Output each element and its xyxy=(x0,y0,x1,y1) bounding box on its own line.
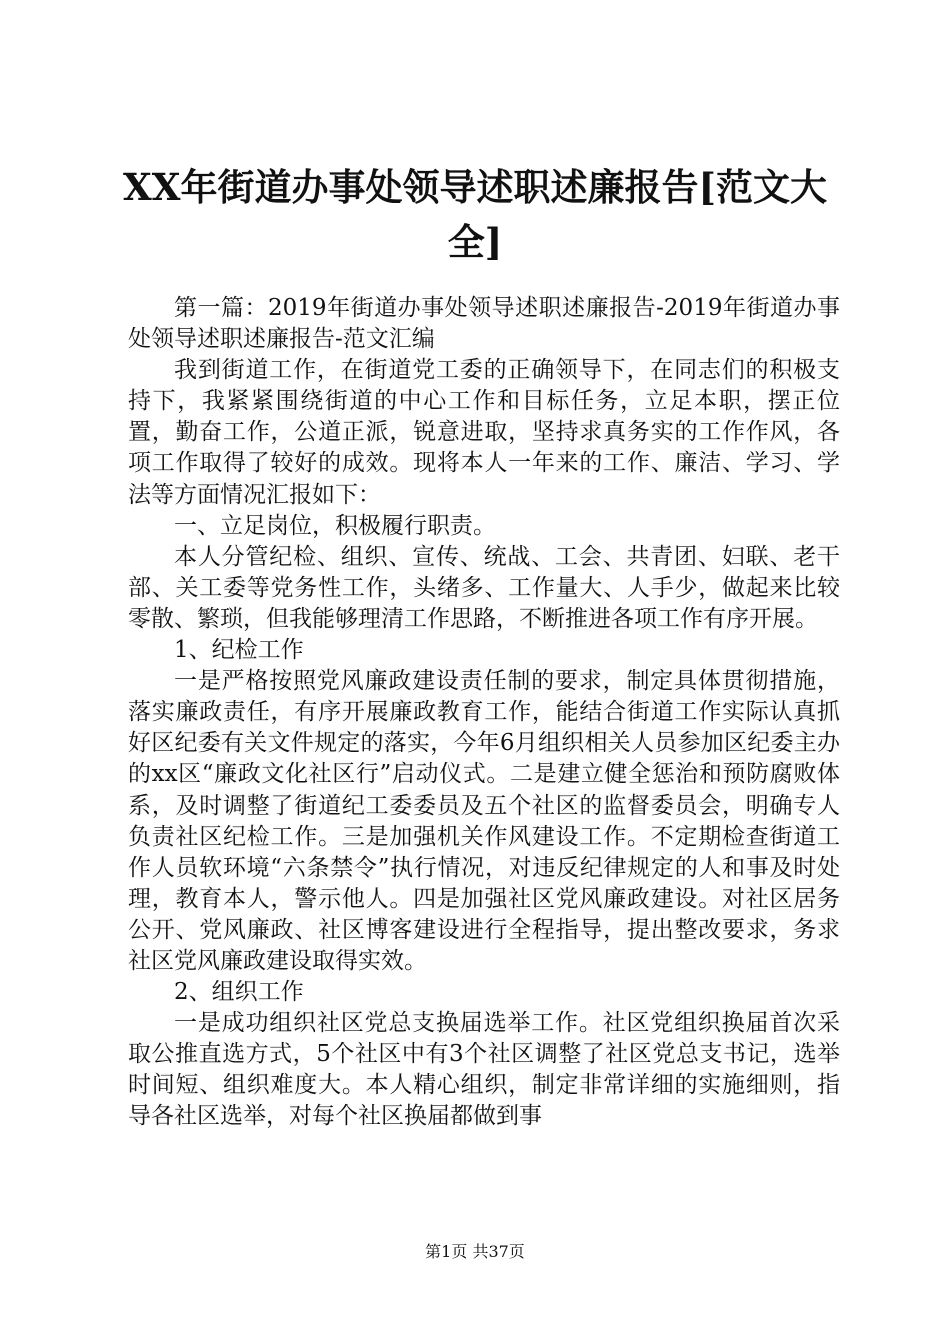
paragraph-responsibilities: 本人分管纪检、组织、宣传、统战、工会、共青团、妇联、老干部、关工委等党务性工作，头绪多、工作量大、人手少，做起来比较零散、繁琐，但我能够理清工作思路，不断推进各项工作有序开展。 xyxy=(128,543,840,632)
document-title: XX年街道办事处领导述职述廉报告[范文大全] xyxy=(123,165,827,264)
page-footer: 第1页 共37页 xyxy=(425,1242,525,1261)
paragraph-intro: 我到街道工作，在街道党工委的正确领导下，在同志们的积极支持下，我紧紧围绕街道的中心工作和目标任务，立足本职，摆正位置，勤奋工作，公道正派，锐意进取，坚持求真务实的工作作风，各项工作取得了较好的成效。现将本人一年来的工作、廉洁、学习、学法等方面情况汇报如下： xyxy=(128,357,840,508)
section-heading-duties: 一、立足岗位，积极履行职责。 xyxy=(174,512,496,539)
subheading-discipline-work: 1、纪检工作 xyxy=(174,637,304,664)
subheading-organization-work: 2、组织工作 xyxy=(174,979,304,1006)
paragraph-article-heading: 第一篇：2019年街道办事处领导述职述廉报告-2019年街道办事处领导述职述廉报告-范文汇编 xyxy=(128,295,840,353)
paragraph-organization-details: 一是成功组织社区党总支换届选举工作。社区党组织换届首次采取公推直选方式，5个社区中有3个社区调整了社区党总支书记，选举时间短、组织难度大。本人精心组织，制定非常详细的实施细则，指导各社区选举，对每个社区换届都做到事 xyxy=(128,1010,840,1130)
document-body xyxy=(128,293,840,1133)
paragraph-discipline-details: 一是严格按照党风廉政建设责任制的要求，制定具体贯彻措施，落实廉政责任，有序开展廉政教育工作，能结合街道工作实际认真抓好区纪委有关文件规定的落实，今年6月组织相关人员参加区纪委主办的xx区“廉政文化社区行”启动仪式。二是建立健全惩治和预防腐败体系，及时调整了街道纪工委委员及五个社区的监督委员会，明确专人负责社区纪检工作。三是加强机关作风建设工作。不定期检查街道工作人员软环境“六条禁令”执行情况，对违反纪律规定的人和事及时处理，教育本人，警示他人。四是加强社区党风廉政建设。对社区居务公开、党风廉政、社区博客建设进行全程指导，提出整改要求，务求社区党风廉政建设取得实效。 xyxy=(128,668,840,974)
